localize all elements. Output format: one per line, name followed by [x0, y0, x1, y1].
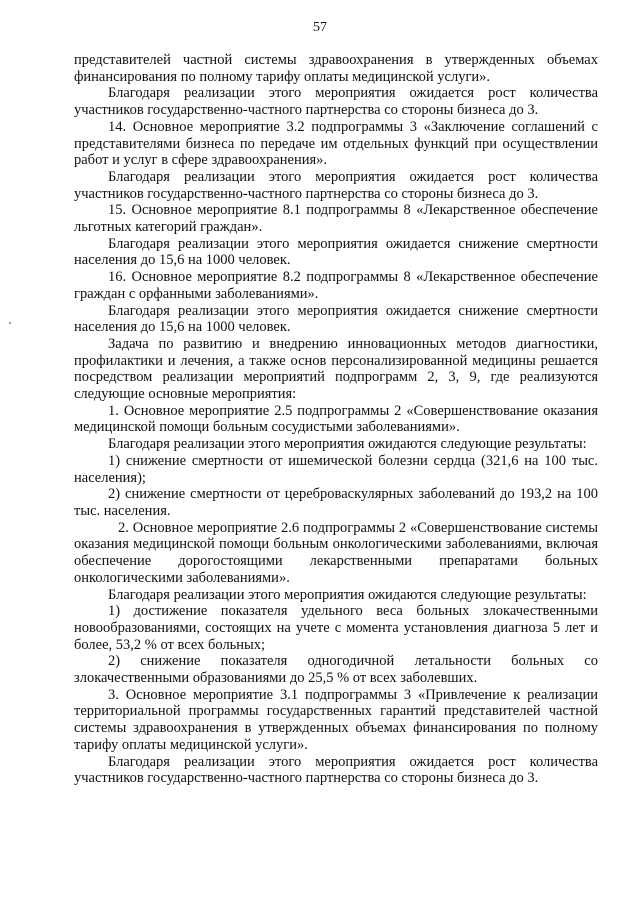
- list-item: 2) снижение смертности от цереброваскулярных заболеваний до 193,2 на 100 тыс. населения.: [74, 486, 598, 519]
- paragraph: Благодаря реализации этого мероприятия ожидаются следующие результаты:: [108, 586, 587, 603]
- list-item: 1) достижение показателя удельного веса больных злокачественными новообразованиями, состоящих на учете с момента установления диагноза 5 лет и более, 53,2 % от всех больных;: [74, 603, 598, 653]
- document-body: [74, 52, 598, 787]
- paragraph: 2. Основное мероприятие 2.6 подпрограммы 2 «Совершенствование системы оказания медицинской помощи больным онкологическими заболеваниями, включая обеспечение дорогостоящими лекарственными препаратами больных онкологическими заболеваниями».: [74, 519, 598, 586]
- paragraph: 14. Основное мероприятие 3.2 подпрограммы 3 «Заключение соглашений с представителями бизнеса по передаче им отдельных функций при осуществлении работ и услуг в сфере здравоохранения».: [74, 118, 598, 169]
- list-item: 2) снижение показателя одногодичной летальности больных со злокачественными образованиями до 25,5 % от всех заболевших.: [74, 653, 598, 687]
- paragraph: Благодаря реализации этого мероприятия ожидается рост количества участников государственно-частного партнерства со стороны бизнеса до 3.: [74, 753, 598, 787]
- paragraph: Благодаря реализации этого мероприятия ожидается рост количества участников государственно-частного партнерства со стороны бизнеса до 3.: [74, 168, 598, 202]
- paragraph: 1. Основное мероприятие 2.5 подпрограммы 2 «Совершенствование оказания медицинской помощи больным сосудистыми заболеваниями».: [74, 402, 598, 436]
- paragraph: Благодаря реализации этого мероприятия ожидается снижение смертности населения до 15,6 на 1000 человек.: [74, 302, 598, 336]
- list-item: 1) снижение смертности от ишемической болезни сердца (321,6 на 100 тыс. населения);: [74, 452, 598, 486]
- page-number: 57: [313, 20, 327, 35]
- paragraph: Задача по развитию и внедрению инновационных методов диагностики, профилактики и лечения, а также основ персонализированной медицины решается посредством реализации мероприятий подпрограмм 2, 3, 9, где реализуются следующие основные мероприятия:: [74, 335, 598, 403]
- paragraph: 16. Основное мероприятие 8.2 подпрограммы 8 «Лекарственное обеспечение граждан с орфанными заболеваниями».: [74, 269, 598, 302]
- paragraph: представителей частной системы здравоохранения в утвержденных объемах финансирования по полному тарифу оплаты медицинской услуги».: [74, 52, 598, 85]
- paragraph: 15. Основное мероприятие 8.1 подпрограммы 8 «Лекарственное обеспечение льготных категорий граждан».: [74, 202, 598, 236]
- margin-mark: [9, 322, 11, 324]
- paragraph: Благодаря реализации этого мероприятия ожидаются следующие результаты:: [108, 436, 587, 453]
- paragraph: Благодаря реализации этого мероприятия ожидается рост количества участников государственно-частного партнерства со стороны бизнеса до 3.: [74, 85, 598, 119]
- paragraph: 3. Основное мероприятие 3.1 подпрограммы 3 «Привлечение к реализации территориальной программы государственных гарантий представителей частной системы здравоохранения в утвержденных объемах финансирования по полному тарифу оплаты медицинской услуги».: [74, 686, 598, 753]
- paragraph: Благодаря реализации этого мероприятия ожидается снижение смертности населения до 15,6 на 1000 человек.: [74, 235, 598, 269]
